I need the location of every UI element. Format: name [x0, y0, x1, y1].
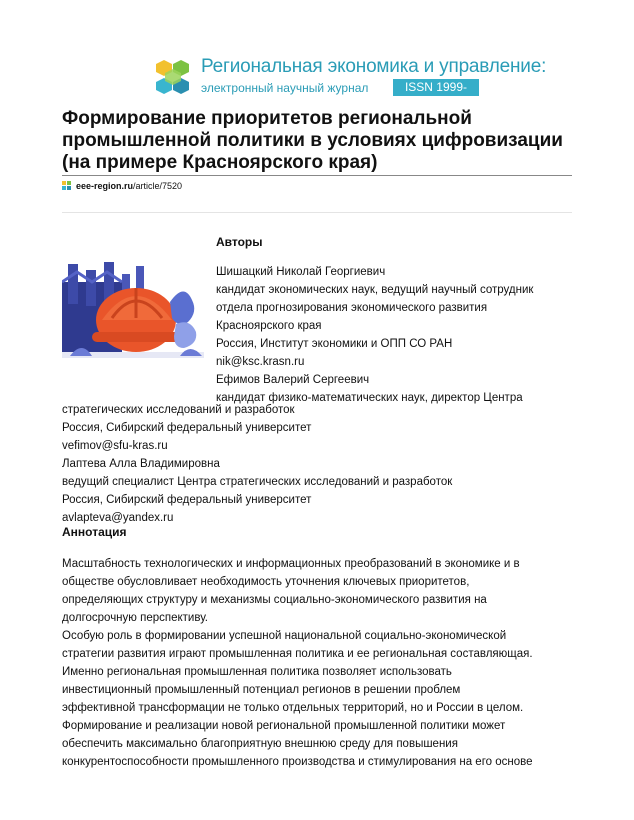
journal-subtitle: электронный научный журнал: [201, 81, 369, 95]
abstract-line: Именно региональная промышленная политика позволяет использовать: [62, 666, 452, 678]
abstract-line: стратегии развития играют промышленная политика и ее региональная составляющая.: [62, 648, 533, 660]
section-divider: [62, 212, 572, 213]
author-line: Россия, Сибирский федеральный университет: [62, 494, 312, 506]
author-line: Красноярского края: [216, 320, 322, 332]
site-favicon-icon: [62, 181, 72, 191]
abstract-line: Особую роль в формировании успешной национальной социально-экономической: [62, 630, 507, 642]
author-line: отдела прогнозирования экономического развития: [216, 302, 488, 314]
author-line: кандидат экономических наук, ведущий научный сотрудник: [216, 284, 534, 296]
article-title-line: (на примере Красноярского края): [62, 152, 378, 173]
journal-title: Региональная экономика и управление:: [201, 56, 547, 77]
abstract-line: Масштабность технологических и информационных преобразований в экономике и в: [62, 558, 520, 570]
authors-heading: Авторы: [216, 235, 263, 249]
journal-cubes-icon: [155, 58, 193, 96]
abstract-line: инвестиционный промышленный потенциал регионов в решении проблем: [62, 684, 461, 696]
abstract-line: конкурентоспособности промышленного производства и стимулирования на его основе: [62, 756, 533, 768]
title-divider: [62, 175, 572, 176]
abstract-line: эффективной трансформации не только отдельных территорий, но и России в целом.: [62, 702, 524, 714]
author-line: ведущий специалист Центра стратегических исследований и разработок: [62, 476, 453, 488]
abstract-line: обществе обусловливает необходимость уточнения ключевых приоритетов,: [62, 576, 470, 588]
abstract-text: [62, 555, 533, 771]
author-line: Россия, Сибирский федеральный университет: [62, 422, 312, 434]
author-email[interactable]: vefimov@sfu-kras.ru: [62, 440, 168, 452]
source-path[interactable]: /article/7520: [133, 181, 183, 191]
article-title: [62, 108, 582, 174]
authors-block-indented: [216, 263, 533, 407]
abstract-line: долгосрочную перспективу.: [62, 612, 208, 624]
source-link[interactable]: [62, 181, 182, 191]
author-line: Ефимов Валерий Сергеевич: [216, 374, 370, 386]
author-line: Шишацкий Николай Георгиевич: [216, 266, 386, 278]
abstract-line: определяющих структуру и механизмы социально-экономического развития на: [62, 594, 487, 606]
author-email[interactable]: nik@ksc.krasn.ru: [216, 356, 305, 368]
author-line: кандидат физико-математических наук, директор Центра: [216, 392, 523, 404]
author-line: стратегических исследований и разработок: [62, 404, 295, 416]
abstract-line: обеспечить максимально благоприятную внешнюю среду для повышения: [62, 738, 458, 750]
authors-block-full: [62, 401, 452, 527]
source-site[interactable]: eee-region.ru: [76, 181, 134, 191]
issn-badge: ISSN 1999-2645: [393, 79, 479, 96]
author-line: Лаптева Алла Владимировна: [62, 458, 220, 470]
article-title-line: промышленной политики в условиях цифровизации: [62, 130, 563, 151]
article-title-line: Формирование приоритетов региональной: [62, 108, 472, 129]
journal-logo: [155, 56, 547, 111]
industry-illustration: [62, 252, 204, 370]
author-email[interactable]: avlapteva@yandex.ru: [62, 512, 174, 524]
abstract-heading: Аннотация: [62, 525, 127, 539]
author-line: Россия, Институт экономики и ОПП СО РАН: [216, 338, 453, 350]
abstract-line: Формирование и реализации новой региональной промышленной политики может: [62, 720, 506, 732]
